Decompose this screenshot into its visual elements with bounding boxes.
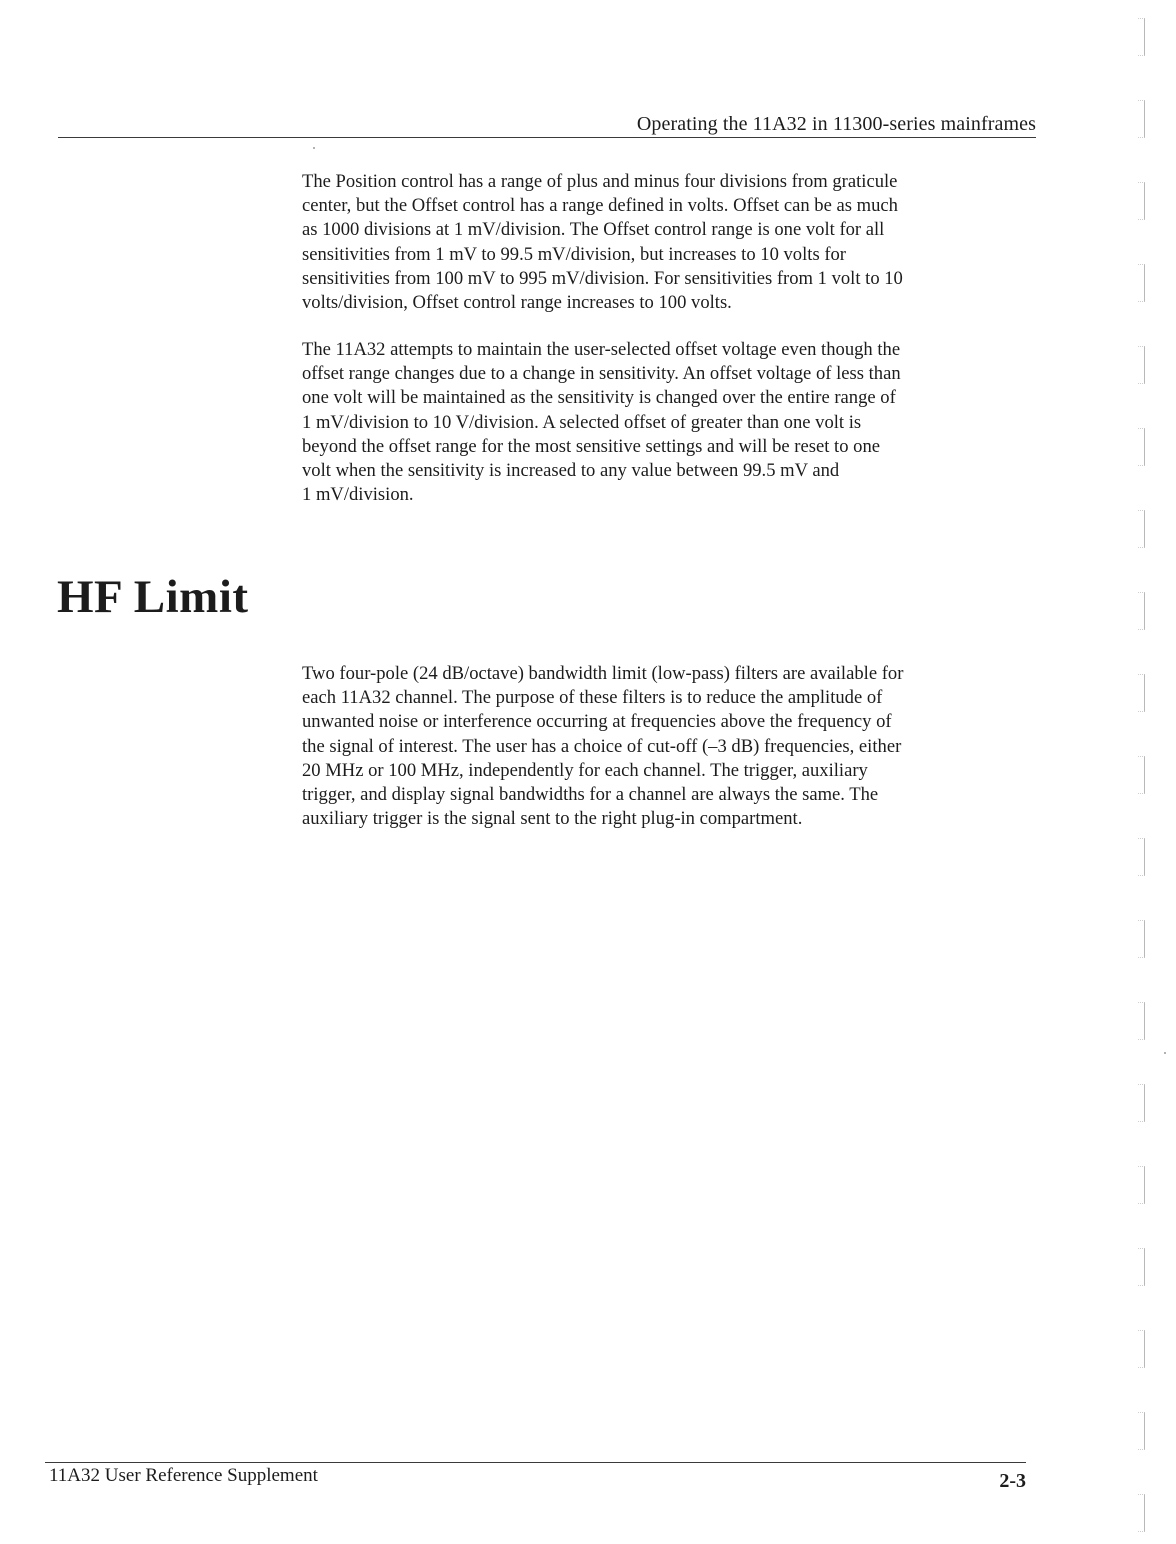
paragraph-line: offset range changes due to a change in sensitivity. An offset voltage of less than xyxy=(302,363,901,385)
paragraph-line: the signal of interest. The user has a choice of cut-off (–3 dB) frequencies, either xyxy=(302,735,902,757)
paragraph-line: auxiliary trigger is the signal sent to the right plug-in compartment. xyxy=(302,808,803,830)
paragraph-line: 1 mV/division. xyxy=(302,484,414,506)
tab-mark xyxy=(1138,1166,1145,1204)
tab-mark xyxy=(1138,1412,1145,1450)
tab-mark xyxy=(1138,674,1145,712)
paragraph-line: each 11A32 channel. The purpose of these filters is to reduce the amplitude of xyxy=(302,687,883,709)
paragraph-line: center, but the Offset control has a range defined in volts. Offset can be as much xyxy=(302,195,898,217)
footer-rule xyxy=(45,1462,1026,1463)
tab-mark xyxy=(1138,1248,1145,1286)
section-heading-hf-limit: HF Limit xyxy=(57,571,249,623)
paragraph-line: beyond the offset range for the most sensitive settings and will be reset to one xyxy=(302,435,880,457)
paragraph-line: The Position control has a range of plus and minus four divisions from graticule xyxy=(302,171,898,192)
header-rule xyxy=(58,137,1036,138)
tab-mark xyxy=(1138,18,1145,56)
paragraph-line: as 1000 divisions at 1 mV/division. The Offset control range is one volt for all xyxy=(302,219,885,241)
body-paragraph-offset-maintain xyxy=(302,338,1042,507)
tab-mark xyxy=(1138,264,1145,302)
paragraph-line: The 11A32 attempts to maintain the user-selected offset voltage even though the xyxy=(302,339,901,360)
tab-mark xyxy=(1138,346,1145,384)
tab-mark xyxy=(1138,428,1145,466)
tab-mark xyxy=(1138,1084,1145,1122)
body-paragraph-hf-limit xyxy=(302,662,1042,831)
scan-speck xyxy=(313,147,315,149)
paragraph-line: Two four-pole (24 dB/octave) bandwidth limit (low-pass) filters are available for xyxy=(302,663,904,684)
tab-mark xyxy=(1138,510,1145,548)
body-paragraph-position-offset xyxy=(302,170,1042,315)
binder-tab-marks xyxy=(1138,18,1152,1528)
footer-title: 11A32 User Reference Supplement xyxy=(49,1465,318,1486)
paragraph-line: sensitivities from 1 mV to 99.5 mV/division, but increases to 10 volts for xyxy=(302,243,847,265)
paragraph-line: 20 MHz or 100 MHz, independently for each channel. The trigger, auxiliary xyxy=(302,759,868,781)
tab-mark xyxy=(1138,920,1145,958)
tab-mark xyxy=(1138,1330,1145,1368)
tab-mark xyxy=(1138,182,1145,220)
scan-speck xyxy=(1164,1052,1166,1054)
paragraph-line: one volt will be maintained as the sensitivity is changed over the entire range of xyxy=(302,387,896,409)
page-number: 2-3 xyxy=(999,1470,1026,1492)
tab-mark xyxy=(1138,592,1145,630)
tab-mark xyxy=(1138,1494,1145,1532)
tab-mark xyxy=(1138,1002,1145,1040)
tab-mark xyxy=(1138,838,1145,876)
tab-mark xyxy=(1138,100,1145,138)
paragraph-line: trigger, and display signal bandwidths for a channel are always the same. The xyxy=(302,784,879,806)
paragraph-line: volt when the sensitivity is increased to any value between 99.5 mV and xyxy=(302,460,840,482)
paragraph-line: volts/division, Offset control range increases to 100 volts. xyxy=(302,292,732,314)
running-head: Operating the 11A32 in 11300-series mainframes xyxy=(636,113,1036,135)
paragraph-line: 1 mV/division to 10 V/division. A selected offset of greater than one volt is xyxy=(302,411,862,433)
paragraph-line: sensitivities from 100 mV to 995 mV/division. For sensitivities from 1 volt to 10 xyxy=(302,267,903,289)
tab-mark xyxy=(1138,756,1145,794)
paragraph-line: unwanted noise or interference occurring at frequencies above the frequency of xyxy=(302,711,892,733)
